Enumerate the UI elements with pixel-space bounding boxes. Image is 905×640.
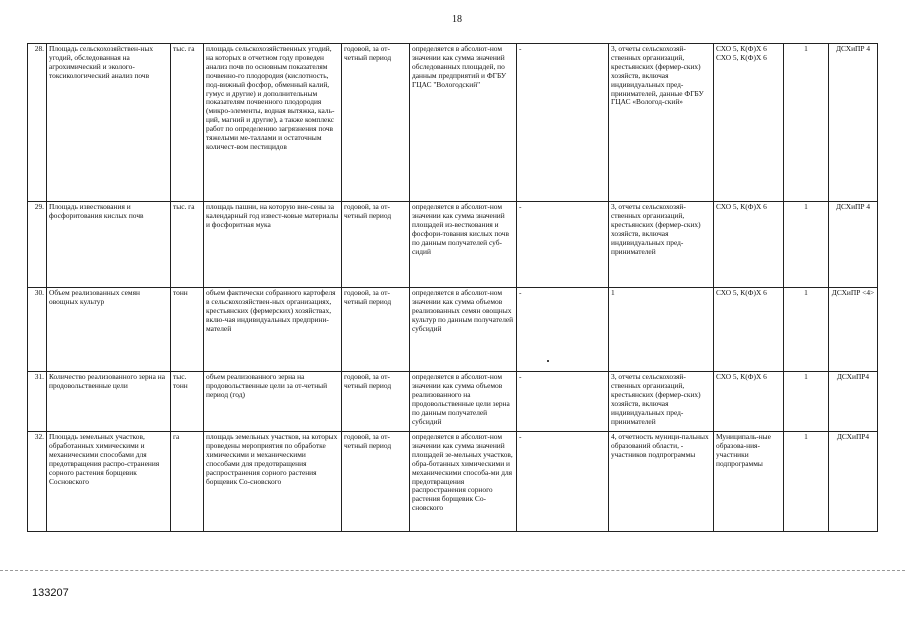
unit-cell: тонн (171, 288, 204, 372)
coverage-cell: СХО 5, К(Ф)Х 6 (714, 372, 784, 432)
stray-dot (547, 360, 549, 362)
responsible-body-cell: ДСХиПР4 (829, 372, 878, 432)
page-edge-line (0, 570, 905, 572)
formula-cell: - (517, 432, 609, 532)
table-row (28, 432, 878, 532)
formula-cell: - (517, 44, 609, 202)
data-source-cell: 3, отчеты сельскохозяй-ственных организаций, крестьянских (фермер-ских) хозяйств, включая индивидуальных пред-принимателей (609, 372, 714, 432)
responsible-level-cell: 1 (784, 432, 829, 532)
responsible-level-cell: 1 (784, 288, 829, 372)
table-row (28, 44, 878, 202)
data-source-cell: 4, отчетность муници-пальных образований области, - участников подпрограммы (609, 432, 714, 532)
period-cell: годовой, за от-четный период (342, 44, 410, 202)
unit-cell: тыс. тонн (171, 372, 204, 432)
responsible-body-cell: ДСХиПР <4> (829, 288, 878, 372)
calculation-method-cell: определяется в абсолют-ном значении как сумма значений обследованных площадей, по данным предприятий и ФГБУ ГЦАС "Вологодский" (410, 44, 517, 202)
table-row (28, 202, 878, 288)
definition-cell: объем фактически собранного картофеля в сельскохозяйствен-ных организациях, крестьянских (фермерских) хозяйствах, вклю-чая индивидуальных предприни-мателей (204, 288, 342, 372)
indicator-name-cell: Площадь земельных участков, обработанных химическими и механическими способами для предотвращения распро-странения сорного растения борщевик Сосновского (47, 432, 171, 532)
unit-cell: тыс. га (171, 202, 204, 288)
coverage-cell: СХО 5, К(Ф)Х 6 (714, 202, 784, 288)
row-number-cell: 30. (28, 288, 47, 372)
row-number-cell: 28. (28, 44, 47, 202)
formula-cell: - (517, 372, 609, 432)
row-number-cell: 29. (28, 202, 47, 288)
period-cell: годовой, за от-четный период (342, 202, 410, 288)
unit-cell: тыс. га (171, 44, 204, 202)
calculation-method-cell: определяется в абсолют-ном значении как сумма значений площадей зе-мельных участков, обра-ботанных химическими и механическими способа-ми для предотвращения распространения сорного растения борщевик Со-сновского (410, 432, 517, 532)
footer-id: 133207 (32, 587, 69, 599)
formula-cell: - (517, 202, 609, 288)
indicator-name-cell: Количество реализованного зерна на продовольственные цели (47, 372, 171, 432)
responsible-body-cell: ДСХиПР 4 (829, 44, 878, 202)
period-cell: годовой, за от-четный период (342, 288, 410, 372)
responsible-level-cell: 1 (784, 372, 829, 432)
definition-cell: объем реализованного зерна на продовольственные цели за от-четный период (год) (204, 372, 342, 432)
data-source-cell: 3, отчеты сельскохозяй-ственных организаций, крестьянских (фермер-ских) хозяйств, включая индивидуальных пред-принимателей (609, 202, 714, 288)
data-source-cell: 1 (609, 288, 714, 372)
calculation-method-cell: определяется в абсолют-ном значении как сумма объемов реализованных семян овощных культур по данным получателей субсидий (410, 288, 517, 372)
period-cell: годовой, за от-четный период (342, 432, 410, 532)
coverage-cell: СХО 5, К(Ф)Х 6 (714, 288, 784, 372)
definition-cell: площадь сельскохозяйственных угодий, на которых в отчетном году проведен анализ почв по основным показателям почвенно-го плодородия (кислотность, под-вижный фосфор, обменный калий, гумус и другие) и дополнительным показателям почвенного плодородия (микро-элементы, водная вытяжка, каль-ций, магний и другие), а также комплекс работ по определению загрязнения почв тяжелыми ме-таллами и остаточным количест-вом пестицидов (204, 44, 342, 202)
definition-cell: площадь пашни, на которую вне-сены за календарный год извест-ковые материалы и фосфоритная мука (204, 202, 342, 288)
unit-cell: га (171, 432, 204, 532)
indicator-name-cell: Объем реализованных семян овощных культур (47, 288, 171, 372)
responsible-level-cell: 1 (784, 44, 829, 202)
formula-cell: - (517, 288, 609, 372)
table-row (28, 288, 878, 372)
row-number-cell: 31. (28, 372, 47, 432)
responsible-level-cell: 1 (784, 202, 829, 288)
table-row (28, 372, 878, 432)
definition-cell: площадь земельных участков, на которых проведены мероприятия по обработке химическими и механическими способами для предотвращения распространения сорного растения борщевик Со-сновского (204, 432, 342, 532)
responsible-body-cell: ДСХиПР4 (829, 432, 878, 532)
indicator-name-cell: Площадь известкования и фосфоритования кислых почв (47, 202, 171, 288)
coverage-cell: СХО 5, К(Ф)Х 6 СХО 5, К(Ф)Х 6 (714, 44, 784, 202)
row-number-cell: 32. (28, 432, 47, 532)
calculation-method-cell: определяется в абсолют-ном значении как сумма объемов реализованного на продовольственные цели зерна по данным получателей субсидий (410, 372, 517, 432)
responsible-body-cell: ДСХиПР 4 (829, 202, 878, 288)
period-cell: годовой, за от-четный период (342, 372, 410, 432)
data-source-cell: 3, отчеты сельскохозяй-ственных организаций, крестьянских (фермер-ских) хозяйств, включая индивидуальных пред-принимателей, данные ФГБУ ГЦАС «Вологод-ский» (609, 44, 714, 202)
indicator-name-cell: Площадь сельскохозяйствен-ных угодий, обследованная на агрохимический и эколого-токсикологический анализ почв (47, 44, 171, 202)
calculation-method-cell: определяется в абсолют-ном значении как сумма значений площадей из-весткования и фосфори-тования кислых почв по данным получателей суб-сидий (410, 202, 517, 288)
coverage-cell: Муниципаль-ные образова-ния- участники подпрограммы (714, 432, 784, 532)
page-number: 18 (452, 14, 462, 25)
indicator-table (27, 43, 878, 532)
